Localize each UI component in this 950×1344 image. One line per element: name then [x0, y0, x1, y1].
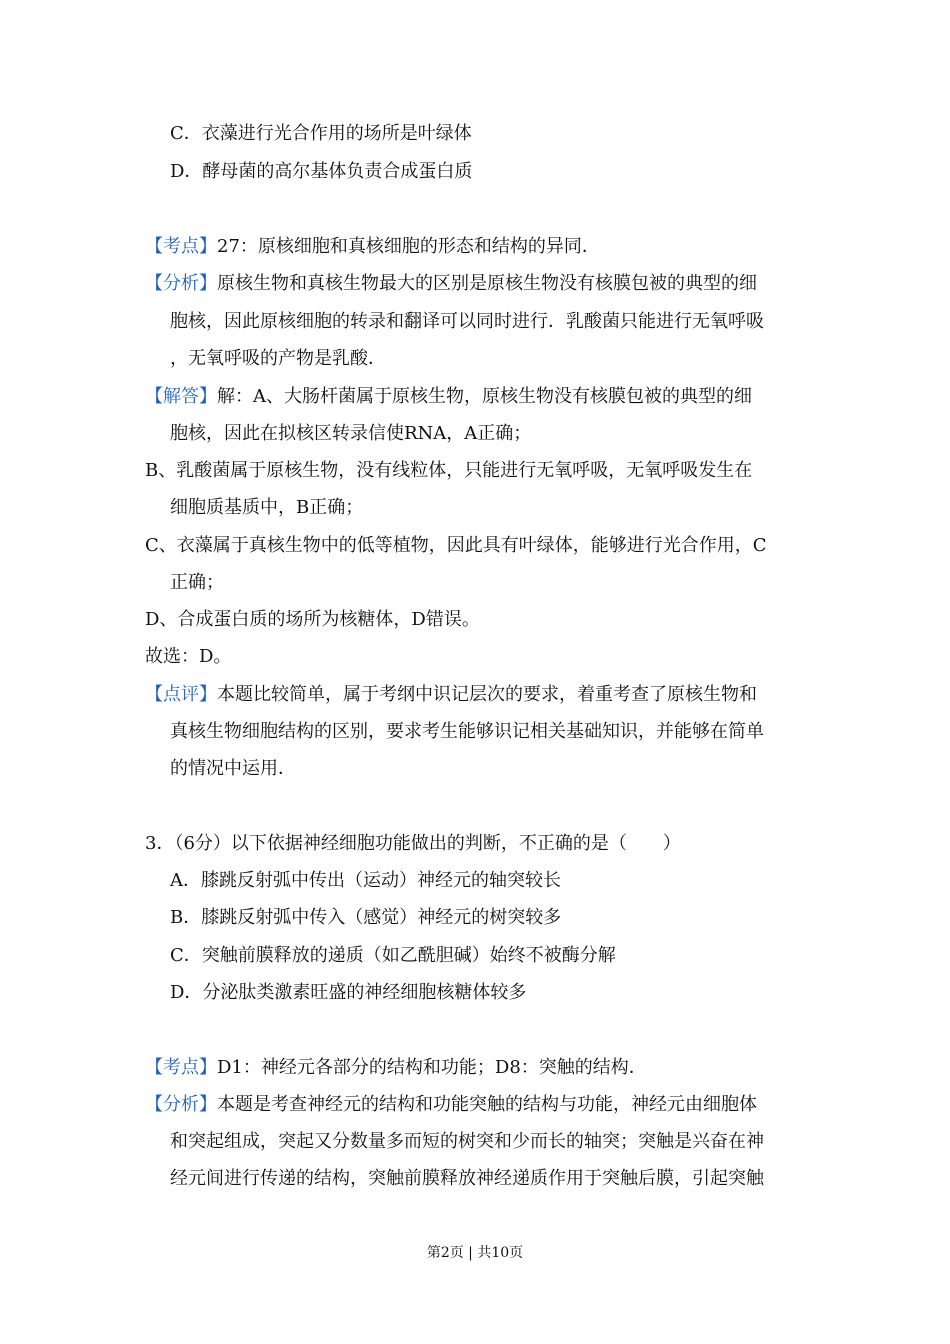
page-footer: 第2页 | 共10页 [426, 1245, 524, 1261]
fenxi-line: 和突起组成，突起又分数量多而短的树突和少而长的轴突；突触是兴奋在神 [170, 1131, 764, 1152]
jieda-line: C、衣藻属于真核生物中的低等植物，因此具有叶绿体，能够进行光合作用，C [145, 535, 767, 556]
q3-fenxi [145, 1093, 757, 1117]
q3-option-b: B．膝跳反射弧中传入（感觉）神经元的树突较多 [170, 907, 562, 928]
q3-option-c: C．突触前膜释放的递质（如乙酰胆碱）始终不被酶分解 [170, 945, 616, 966]
q2-option-c: C．衣藻进行光合作用的场所是叶绿体 [170, 123, 472, 144]
fenxi-line: 原核生物和真核生物最大的区别是原核生物没有核膜包被的典型的细 [217, 273, 757, 294]
q3-option-a: A．膝跳反射弧中传出（运动）神经元的轴突较长 [170, 870, 561, 891]
fenxi-label: 【分析】 [145, 1094, 217, 1115]
dianping-line: 本题比较简单，属于考纲中识记层次的要求，着重考查了原核生物和 [217, 684, 757, 705]
kaodian-label: 【考点】 [145, 1057, 217, 1078]
fenxi-line: 经元间进行传递的结构，突触前膜释放神经递质作用于突触后膜，引起突触 [170, 1168, 764, 1189]
jieda-line: 胞核，因此在拟核区转录信使RNA，A正确； [170, 423, 532, 444]
fenxi-line: 胞核，因此原核细胞的转录和翻译可以同时进行．乳酸菌只能进行无氧呼吸 [170, 311, 764, 332]
q2-jieda [145, 385, 752, 409]
fenxi-line: 本题是考查神经元的结构和功能突触的结构与功能，神经元由细胞体 [217, 1094, 757, 1115]
dianping-line: 的情况中运用． [170, 758, 296, 779]
jieda-line: B、乳酸菌属于原核生物，没有线粒体，只能进行无氧呼吸，无氧呼吸发生在 [145, 460, 753, 481]
dianping-line: 真核生物细胞结构的区别，要求考生能够识记相关基础知识，并能够在简单 [170, 721, 764, 742]
q2-kaodian [145, 235, 600, 259]
q3-option-d: D．分泌肽类激素旺盛的神经细胞核糖体较多 [170, 982, 527, 1003]
q2-option-d: D．酵母菌的高尔基体负责合成蛋白质 [170, 161, 473, 182]
jieda-line: 解：A、大肠杆菌属于原核生物，原核生物没有核膜包被的典型的细 [217, 386, 752, 407]
kaodian-label: 【考点】 [145, 236, 217, 257]
jieda-line: 故选：D。 [145, 646, 232, 667]
fenxi-label: 【分析】 [145, 273, 217, 294]
jieda-line: 细胞质基质中，B正确； [170, 497, 364, 518]
q2-dianping [145, 683, 757, 707]
kaodian-text: 27：原核细胞和真核细胞的形态和结构的异同． [217, 236, 600, 257]
jieda-line: 正确； [170, 572, 224, 593]
q3-kaodian [145, 1056, 647, 1080]
dianping-label: 【点评】 [145, 684, 217, 705]
q3-stem: 3．（6分）以下依据神经细胞功能做出的判断，不正确的是（ ） [145, 833, 681, 854]
fenxi-line: ，无氧呼吸的产物是乳酸． [170, 348, 386, 369]
jieda-label: 【解答】 [145, 386, 217, 407]
jieda-line: D、合成蛋白质的场所为核糖体，D错误。 [145, 609, 480, 630]
kaodian-text: D1：神经元各部分的结构和功能；D8：突触的结构． [217, 1057, 647, 1078]
q2-fenxi [145, 272, 757, 296]
